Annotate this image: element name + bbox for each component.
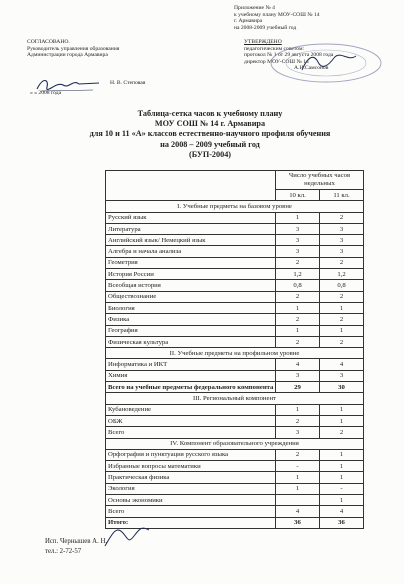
hours-10-cell: 2 [276,314,320,325]
subject-cell: Всего на учебные предметы федерального компонента [106,382,276,393]
hours-11-cell: 2 [320,427,364,438]
table-row [106,404,364,415]
table-section-row [106,348,364,359]
table-total-row [106,382,364,393]
hours-10-cell: 2 [276,291,320,302]
subject-cell: Всего [106,427,276,438]
hours-10-cell: 1 [276,472,320,483]
subject-cell: Алгебра и начала анализа [106,246,276,257]
table-row [106,235,364,246]
subject-cell: Обществознание [106,291,276,302]
hours-10-cell: 3 [276,370,320,381]
hours-10-cell: 3 [276,427,320,438]
approval-left-block [27,39,187,59]
table-row [106,223,364,234]
hours-11-cell: 1 [320,325,364,336]
handwritten-signature-bottom [102,524,152,550]
hours-11-cell: 1 [320,472,364,483]
appendix-line: г. Армавира [234,18,263,25]
table-row [106,269,364,280]
hours-10-cell: 1 [276,483,320,494]
title-line: Таблица-сетка часов к учебному плану [137,109,283,118]
hours-11-cell: 1 [320,495,364,506]
hours-10-cell: 3 [276,235,320,246]
hours-11-cell: 1 [320,404,364,415]
hours-11-cell: 2 [320,212,364,223]
section-label: I. Учебные предметы на базовом уровне [106,201,364,212]
hours-10-cell: 2 [276,415,320,426]
subject-cell: ОБЖ [106,415,276,426]
subject-cell: Практическая физика [106,472,276,483]
hours-11-cell: 30 [320,382,364,393]
header-col-11: 11 кл. [320,190,364,201]
hours-10-cell: 4 [276,359,320,370]
title-line: МОУ СОШ № 14 г. Армавира [154,119,266,129]
appendix-line: на 2008-2009 учебный год [234,24,297,31]
subject-cell: Кубановедение [106,404,276,415]
hours-11-cell: 2 [320,291,364,302]
hours-table [105,170,364,529]
section-label: IV. Компонент образовательного учреждения [106,438,364,449]
table-row [106,449,364,460]
subject-cell: Физическая культура [106,336,276,347]
table-section-row [106,438,364,449]
hours-10-cell: 1 [276,404,320,415]
table-section-row [106,201,364,212]
table-row [106,472,364,483]
subject-cell: Информатика и ИКТ [106,359,276,370]
table-row [106,483,364,494]
hours-11-cell: 36 [320,517,364,528]
approval-right-line: директор МОУ-СОШ № 14 [244,58,309,65]
table-row [106,291,364,302]
subject-cell: Экология [106,483,276,494]
executor-phone: тел.: 2-72-57 [45,548,82,555]
hours-11-cell: 2 [320,257,364,268]
subject-cell: Итого: [106,517,276,528]
subject-cell: Всего [106,506,276,517]
hours-11-cell: 1,2 [320,269,364,280]
hours-11-cell: 1 [320,461,364,472]
appendix-line: Приложение № 4 [234,5,275,11]
title-line: (БУП-2004) [188,149,232,159]
header-empty-cell [106,171,276,201]
table-row [106,302,364,313]
hours-10-cell: - [276,461,320,472]
subject-cell: Английский язык/ Немецкий язык [106,235,276,246]
approval-left-signer: Н. В. Степовая [110,80,146,86]
approval-right-line: педагогическим советом: [244,45,305,52]
table-row [106,212,364,223]
approval-right-line: протокол № 1 от 29 августа 2008 года [244,52,334,59]
hours-11-cell: 2 [320,314,364,325]
hours-10-cell: 1 [276,212,320,223]
subject-cell: Геометрия [106,257,276,268]
table-row [106,461,364,472]
hours-10-cell: 36 [276,517,320,528]
subject-cell: Русский язык [106,212,276,223]
table-row [106,246,364,257]
hours-11-cell: 4 [320,359,364,370]
table-row [106,280,364,291]
table-section-row [106,393,364,404]
approval-left-line: Руководитель управления образования [27,45,120,52]
approval-left-date: « » 2008 года [30,90,62,96]
subject-cell: География [106,325,276,336]
hours-10-cell: 4 [276,506,320,517]
section-label: III. Региональный компонент [106,393,364,404]
approval-right-heading: УТВЕРЖДЕНО [244,39,282,45]
document-title [60,109,360,160]
hours-11-cell: 1 [320,415,364,426]
header-col-10: 10 кл. [276,190,320,201]
table-row [106,257,364,268]
subject-cell: Физика [106,314,276,325]
hours-10-cell: 3 [276,223,320,234]
title-line: на 2008 – 2009 учебный год [160,139,260,149]
hours-10-cell: 1 [276,325,320,336]
hours-11-cell: 1 [320,302,364,313]
hours-11-cell: 0,8 [320,280,364,291]
table-row [106,495,364,506]
hours-10-cell: 2 [276,336,320,347]
table-row [106,314,364,325]
subject-cell: История России [106,269,276,280]
subject-cell: Орфография и пунктуация русского языка [106,449,276,460]
hours-10-cell: 29 [276,382,320,393]
hours-10-cell: 1,2 [276,269,320,280]
hours-11-cell: 1 [320,449,364,460]
hours-11-cell: 3 [320,235,364,246]
approval-left-heading: СОГЛАСОВАНО. [27,39,70,45]
handwritten-signature-right [300,52,360,74]
executor-name: Исп. Чернышев А. Н. [45,538,108,545]
table-row [106,359,364,370]
hours-10-cell: 3 [276,246,320,257]
hours-10-cell: 0,8 [276,280,320,291]
appendix-line: к учебному плану МОУ-СОШ № 14 [234,11,320,18]
appendix-block [234,5,399,31]
hours-11-cell: 3 [320,223,364,234]
subject-cell: Всеобщая история [106,280,276,291]
hours-11-cell: - [320,483,364,494]
subject-cell: Химия [106,370,276,381]
section-label: II. Учебные предметы на профильном уровне [106,348,364,359]
subject-cell: Основы экономики [106,495,276,506]
footer-block [45,537,107,557]
approval-right-line: А.Н.Самсонов [294,65,329,72]
table-row [106,415,364,426]
table-row [106,427,364,438]
table-row [106,325,364,336]
subject-cell: Избранные вопросы математики [106,461,276,472]
table-header-row [106,171,364,190]
hours-10-cell [276,495,320,506]
table-row [106,506,364,517]
hours-10-cell: 2 [276,257,320,268]
hours-10-cell: 2 [276,449,320,460]
hours-11-cell: 3 [320,370,364,381]
hours-10-cell: 1 [276,302,320,313]
title-line: для 10 и 11 «А» классов естественно-научного профиля обучения [89,129,331,139]
header-hours: Число учебных часов недельных [276,171,364,190]
table-row [106,370,364,381]
table-row [106,336,364,347]
subject-cell: Литература [106,223,276,234]
hours-11-cell: 4 [320,506,364,517]
approval-left-line: Администрации города Армавира [27,52,108,59]
hours-11-cell: 2 [320,336,364,347]
hours-11-cell: 3 [320,246,364,257]
subject-cell: Биология [106,302,276,313]
